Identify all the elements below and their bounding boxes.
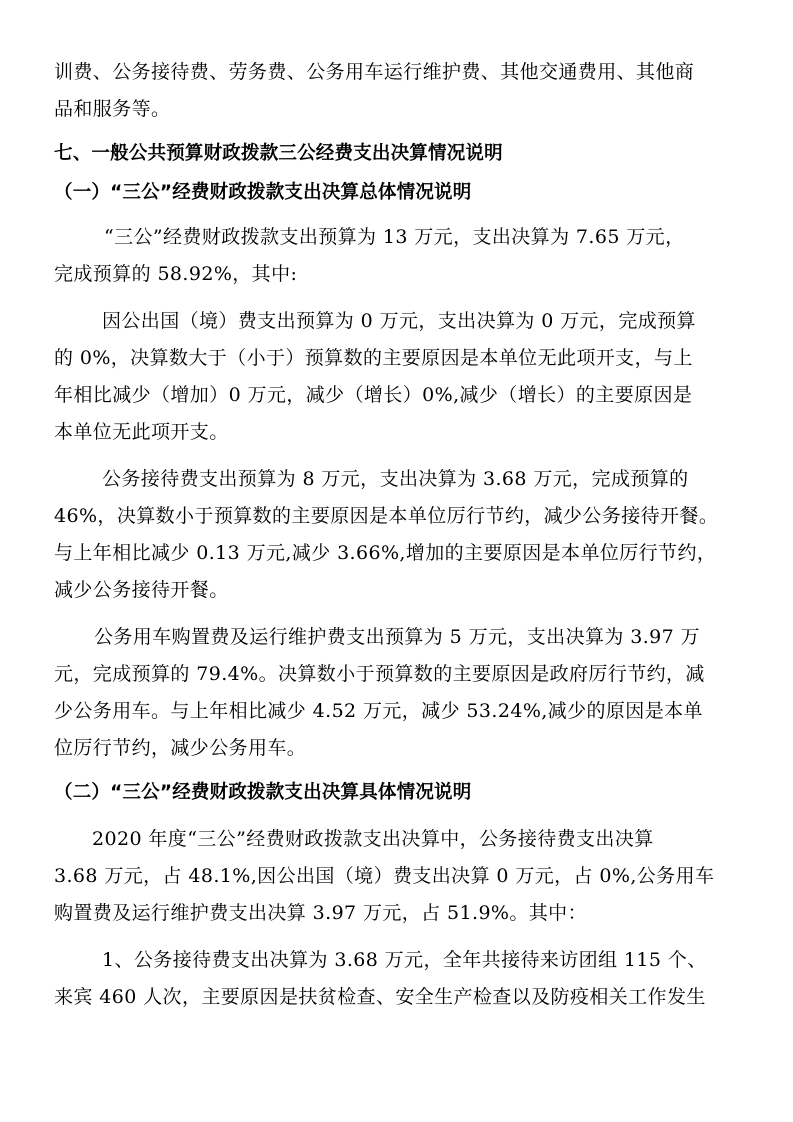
body-text-line: 的 0%，决算数大于（小于）预算数的主要原因是本单位无此项开支，与上 <box>54 347 693 369</box>
body-text-line: 本单位无此项开支。 <box>54 421 229 443</box>
body-text-line: 2020 年度“三公”经费财政拨款支出决算中，公务接待费支出决算 <box>92 828 654 850</box>
body-text-line: 与上年相比减少 0.13 万元,减少 3.66%,增加的主要原因是本单位厉行节约， <box>54 542 717 564</box>
document-page <box>54 54 742 1016</box>
body-text-line: 公务用车购置费及运行维护费支出预算为 5 万元，支出决算为 3.97 万 <box>94 626 700 648</box>
body-text-line: 46%，决算数小于预算数的主要原因是本单位厉行节约，减少公务接待开餐。 <box>54 505 719 527</box>
body-text-line: 元，完成预算的 79.4%。决算数小于预算数的主要原因是政府厉行节约，减 <box>54 663 705 685</box>
body-text-line: 年相比减少（增加）0 万元，减少（增长）0%,减少（增长）的主要原因是 <box>54 384 693 406</box>
body-text-line: 3.68 万元，占 48.1%,因公出国（境）费支出决算 0 万元，占 0%,公务用车 <box>54 865 715 887</box>
body-text-line: 公务接待费支出预算为 8 万元，支出决算为 3.68 万元，完成预算的 <box>102 468 689 490</box>
subsection-heading: （一）“三公”经费财政拨款支出决算总体情况说明 <box>54 182 472 203</box>
body-text-line: 1、公务接待费支出决算为 3.68 万元，全年共接待来访团组 115 个、 <box>102 949 707 971</box>
body-text-line: 来宾 460 人次，主要原因是扶贫检查、安全生产检查以及防疫相关工作发生 <box>54 986 706 1008</box>
body-text-line: 品和服务等。 <box>54 98 171 120</box>
body-text-line: 位厉行节约，减少公务用车。 <box>54 737 307 759</box>
section-heading: 七、一般公共预算财政拨款三公经费支出决算情况说明 <box>54 143 503 164</box>
body-text-line: 减少公务接待开餐。 <box>54 579 229 601</box>
body-text-line: 训费、公务接待费、劳务费、公务用车运行维护费、其他交通费用、其他商 <box>54 61 695 83</box>
body-text-line: 少公务用车。与上年相比减少 4.52 万元，减少 53.24%,减少的原因是本单 <box>54 700 703 722</box>
body-text-line: “三公”经费财政拨款支出预算为 13 万元，支出决算为 7.65 万元， <box>104 226 685 248</box>
subsection-heading: （二）“三公”经费财政拨款支出决算具体情况说明 <box>54 782 472 803</box>
body-text-line: 完成预算的 58.92%，其中: <box>54 263 298 285</box>
body-text-line: 购置费及运行维护费支出决算 3.97 万元，占 51.9%。其中： <box>54 902 587 924</box>
body-text-line: 因公出国（境）费支出预算为 0 万元，支出决算为 0 万元，完成预算 <box>102 310 696 332</box>
